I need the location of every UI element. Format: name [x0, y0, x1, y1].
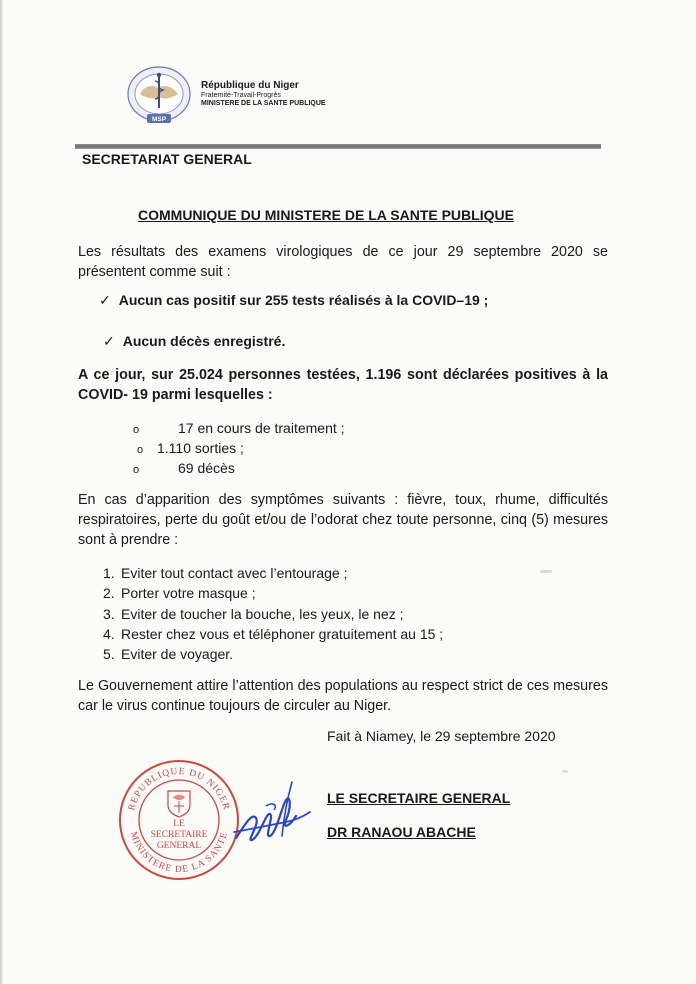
signatory-title: LE SECRETAIRE GENERAL	[327, 790, 511, 806]
measure-item: 4. Rester chez vous et téléphoner gratuitement au 15 ;	[103, 625, 444, 642]
handwritten-signature	[226, 776, 314, 856]
paper-speck	[562, 770, 568, 773]
measure-item: 5. Eviter de voyager.	[103, 646, 234, 663]
measures-list	[103, 563, 443, 664]
stat-text: 69 décès	[178, 460, 235, 476]
check-icon: ✓	[103, 333, 115, 349]
header-motto: Fraternité-Travail-Progrès	[201, 92, 281, 99]
measure-item: 2. Porter votre masque ;	[103, 585, 256, 602]
ministry-logo	[124, 64, 194, 126]
bullet-icon: o	[137, 444, 144, 456]
checklist-text: Aucun décès enregistré.	[122, 333, 286, 349]
department-name: SECRETARIAT GENERAL	[82, 151, 252, 167]
header-country: République du Niger	[201, 80, 299, 91]
bullet-icon: o	[133, 424, 140, 436]
stat-item	[137, 438, 244, 460]
stat-text: 1.110 sorties ;	[157, 440, 244, 456]
check-icon: ✓	[99, 292, 111, 308]
page-edge-shadow	[0, 0, 3, 984]
stat-item	[133, 458, 235, 480]
official-stamp	[116, 757, 242, 883]
closing-paragraph: Le Gouvernement attire l’attention des populations au respect strict de ces mesures car le virus continue toujours de circuler au Niger.	[78, 678, 608, 714]
paper-speck	[540, 570, 552, 573]
symptoms-paragraph: En cas d’apparition des symptômes suivants : fièvre, toux, rhume, difficultés respiratoires, perte du goût et/ou de l’odorat chez toute personne, cinq (5) mesures sont à prendre :	[78, 492, 608, 548]
intro-paragraph: Les résultats des examens virologiques de ce jour 29 septembre 2020 se présentent comme suit :	[78, 244, 608, 280]
bullet-icon: o	[133, 464, 140, 476]
checklist-item	[103, 333, 285, 350]
stamp-ring-top: REPUBLIQUE DU NIGER	[127, 766, 231, 812]
logo-caption: MSP	[151, 116, 167, 123]
stamp-ring-bottom: MINISTERE DE LA SANTE	[127, 830, 231, 875]
signatory-name: DR RANAOU ABACHE	[327, 824, 476, 840]
measure-item: 1. Eviter tout contact avec l’entourage ;	[103, 565, 348, 581]
stat-item	[133, 418, 345, 440]
stat-text: 17 en cours de traitement ;	[178, 420, 345, 436]
communique-title: COMMUNIQUE DU MINISTERE DE LA SANTE PUBLIQUE	[138, 207, 514, 223]
header-ministry: MINISTERE DE LA SANTE PUBLIQUE	[201, 100, 326, 107]
stamp-center-text: LE SECRETAIRE GENERAL	[150, 819, 208, 851]
summary-paragraph: A ce jour, sur 25.024 personnes testées, 1.196 sont déclarées positives à la COVID- 19 parmi lesquelles :	[78, 367, 608, 403]
measure-item: 3. Eviter de toucher la bouche, les yeux, le nez ;	[103, 605, 404, 622]
checklist-text: Aucun cas positif sur 255 tests réalisés à la COVID–19 ;	[118, 292, 489, 308]
place-date: Fait à Niamey, le 29 septembre 2020	[327, 728, 556, 744]
checklist-item	[99, 292, 488, 309]
header-divider	[75, 144, 601, 149]
